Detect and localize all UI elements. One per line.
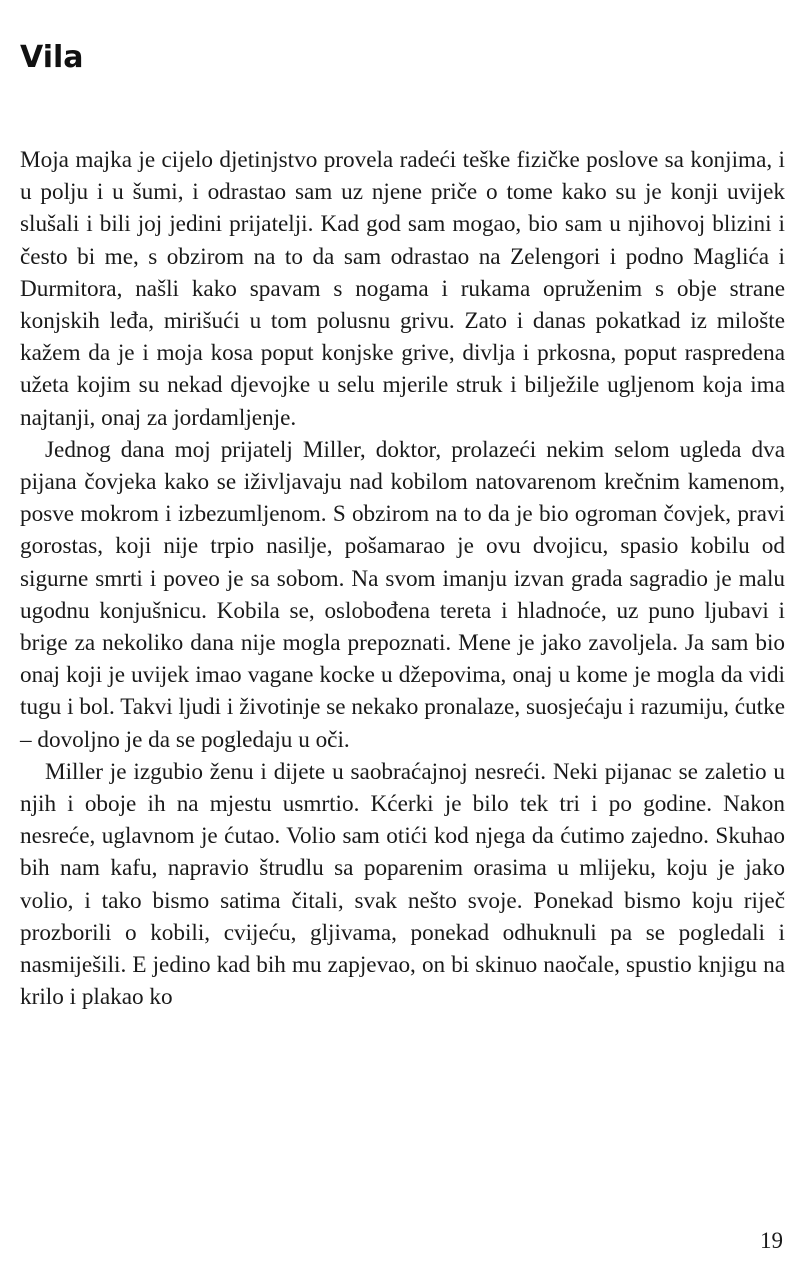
paragraph-3: Miller je izgubio ženu i dijete u saobraćajnoj nesreći. Neki pijanac se zaletio u njih i oboje ih na mjestu usmrtio. Kćerki je bilo tek tri i po godine. Nakon nesreće, uglavnom je ćutao. Volio sam otići kod njega da ćutimo zajedno. Skuhao bih nam kafu, napravio štrudlu sa poparenim orasima u mlijeku, koju je jako volio, i tako bismo satima čitali, svak nešto svoje. Ponekad bismo koju riječ prozborili o kobili, cvijeću, gljivama, ponekad odhuknuli pa se pogledali i nasmiješili. E jedino kad bih mu zapjevao, on bi skinuo naočale, spustio knjigu na krilo i plakao ko: [20, 758, 785, 1011]
paragraph-2: Jednog dana moj prijatelj Miller, doktor, prolazeći nekim selom ugleda dva pijana čovjeka kako se iživljavaju nad kobilom natovarenom krečnim kamenom, posve mokrom i izbezumljenom. S obzirom na to da je bio ogroman čovjek, pravi gorostas, koji nije trpio nasilje, pošamarao je ovu dvojicu, spasio kobilu od sigurne smrti i poveo je sa sobom. Na svom imanju izvan grada sagradio je malu ugodnu konjušnicu. Kobila se, oslobođena tereta i hladnoće, uz puno ljubavi i brige za nekoliko dana nije mogla prepoznati. Mene je jako zavoljela. Ja sam bio onaj koji je uvijek imao vagane kocke u džepovima, onaj u kome je mogla da vidi tugu i bol. Takvi ljudi i životinje se nekako pronalaze, suosjećaju i razumiju, ćutke – dovoljno je da se pogledaju u oči.: [20, 436, 785, 753]
chapter-body: [20, 144, 785, 1013]
paragraph-1: Moja majka je cijelo djetinjstvo provela radeći teške fizičke poslove sa konjima, i u polju i u šumi, i odrastao sam uz njene priče o tome kako su je konji uvijek slušali i bili joj jedini prijatelji. Kad god sam mogao, bio sam u njihovoj blizini i često bi me, s obzirom na to da sam odrastao na Zelengori i podno Maglića i Durmitora, našli kako spavam s nogama i rukama opruženim s obje strane konjskih leđa, mirišući u tom polusnu grivu. Zato i danas pokatkad iz milošte kažem da je i moja kosa poput konjske grive, divlja i prkosna, poput raspredena užeta kojim su nekad djevojke u selu mjerile struk i bilježile ugljenom koja ima najtanji, onaj za jordamljenje.: [20, 147, 785, 431]
chapter-title: Vila: [20, 40, 84, 75]
page-number: 19: [760, 1228, 783, 1253]
